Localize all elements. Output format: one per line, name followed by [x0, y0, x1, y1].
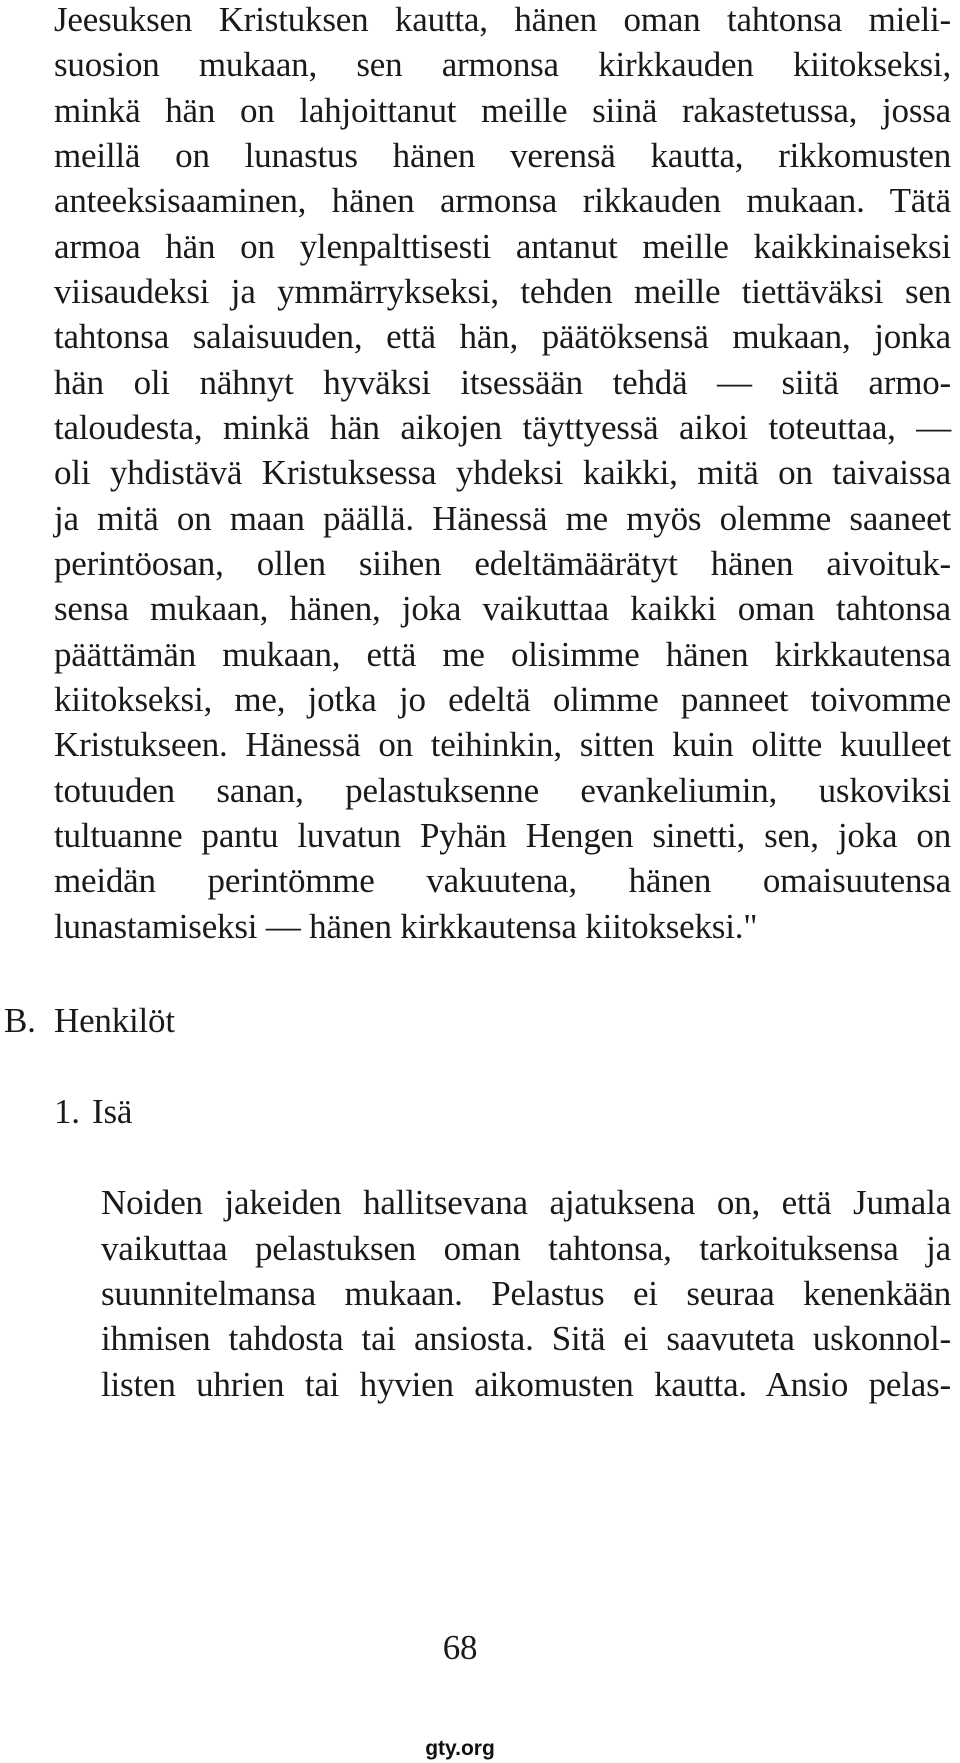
paragraph-line: hän oli nähnyt hyväksi itsessään tehdä — siitä armo- — [54, 363, 951, 402]
paragraph-line: tultuanne pantu luvatun Pyhän Hengen sinetti, sen, joka on — [54, 816, 951, 855]
section-title: Henkilöt — [54, 1001, 175, 1040]
paragraph-line: lunastamiseksi — hänen kirkkautensa kiitokseksi." — [54, 907, 758, 946]
page-number: 68 — [442, 1628, 478, 1667]
paragraph-line: minkä hän on lahjoittanut meille siinä rakastetussa, jossa — [54, 91, 951, 130]
paragraph-line: ihmisen tahdosta tai ansiosta. Sitä ei saavuteta uskonnol- — [101, 1319, 951, 1358]
paragraph-line: perintöosan, ollen siihen edeltämäärätyt hänen aivoituk- — [54, 544, 951, 583]
paragraph-line: päättämän mukaan, että me olisimme hänen kirkkautensa — [54, 635, 951, 674]
paragraph-line: listen uhrien tai hyvien aikomusten kautta. Ansio pelas- — [101, 1365, 951, 1404]
paragraph-line: totuuden sanan, pelastuksenne evankeliumin, uskoviksi — [54, 771, 951, 810]
paragraph-line: meillä on lunastus hänen verensä kautta, rikkomusten — [54, 136, 951, 175]
paragraph-line: tahtonsa salaisuuden, että hän, päätöksensä mukaan, jonka — [54, 317, 951, 356]
paragraph-line: vaikuttaa pelastuksen oman tahtonsa, tarkoituksensa ja — [101, 1229, 951, 1268]
paragraph-line: Noiden jakeiden hallitsevana ajatuksena on, että Jumala — [101, 1183, 951, 1222]
paragraph-line: ja mitä on maan päällä. Hänessä me myös olemme saaneet — [54, 499, 951, 538]
paragraph-line: Jeesuksen Kristuksen kautta, hänen oman tahtonsa mieli- — [54, 0, 951, 39]
paragraph-line: kiitokseksi, me, jotka jo edeltä olimme panneet toivomme — [54, 680, 951, 719]
section-marker: B. — [4, 1001, 36, 1040]
subsection-marker: 1. — [54, 1092, 80, 1131]
paragraph-line: oli yhdistävä Kristuksessa yhdeksi kaikki, mitä on taivaissa — [54, 453, 951, 492]
paragraph-line: suunnitelmansa mukaan. Pelastus ei seuraa kenenkään — [101, 1274, 951, 1313]
paragraph-line: meidän perintömme vakuutena, hänen omaisuutensa — [54, 861, 951, 900]
paragraph-line: suosion mukaan, sen armonsa kirkkauden kiitokseksi, — [54, 45, 951, 84]
paragraph-line: anteeksisaaminen, hänen armonsa rikkauden mukaan. Tätä — [54, 181, 951, 220]
paragraph-line: Kristukseen. Hänessä on teihinkin, sitten kuin olitte kuulleet — [54, 725, 951, 764]
paragraph-line: viisaudeksi ja ymmärrykseksi, tehden meille tiettäväksi sen — [54, 272, 951, 311]
paragraph-line: sensa mukaan, hänen, joka vaikuttaa kaikki oman tahtonsa — [54, 589, 951, 628]
paragraph-line: taloudesta, minkä hän aikojen täyttyessä aikoi toteuttaa, — — [54, 408, 951, 447]
footer-site-label: gty.org — [425, 1737, 495, 1760]
subsection-title: Isä — [92, 1092, 133, 1131]
paragraph-line: armoa hän on ylenpalttisesti antanut meille kaikkinaiseksi — [54, 227, 951, 266]
